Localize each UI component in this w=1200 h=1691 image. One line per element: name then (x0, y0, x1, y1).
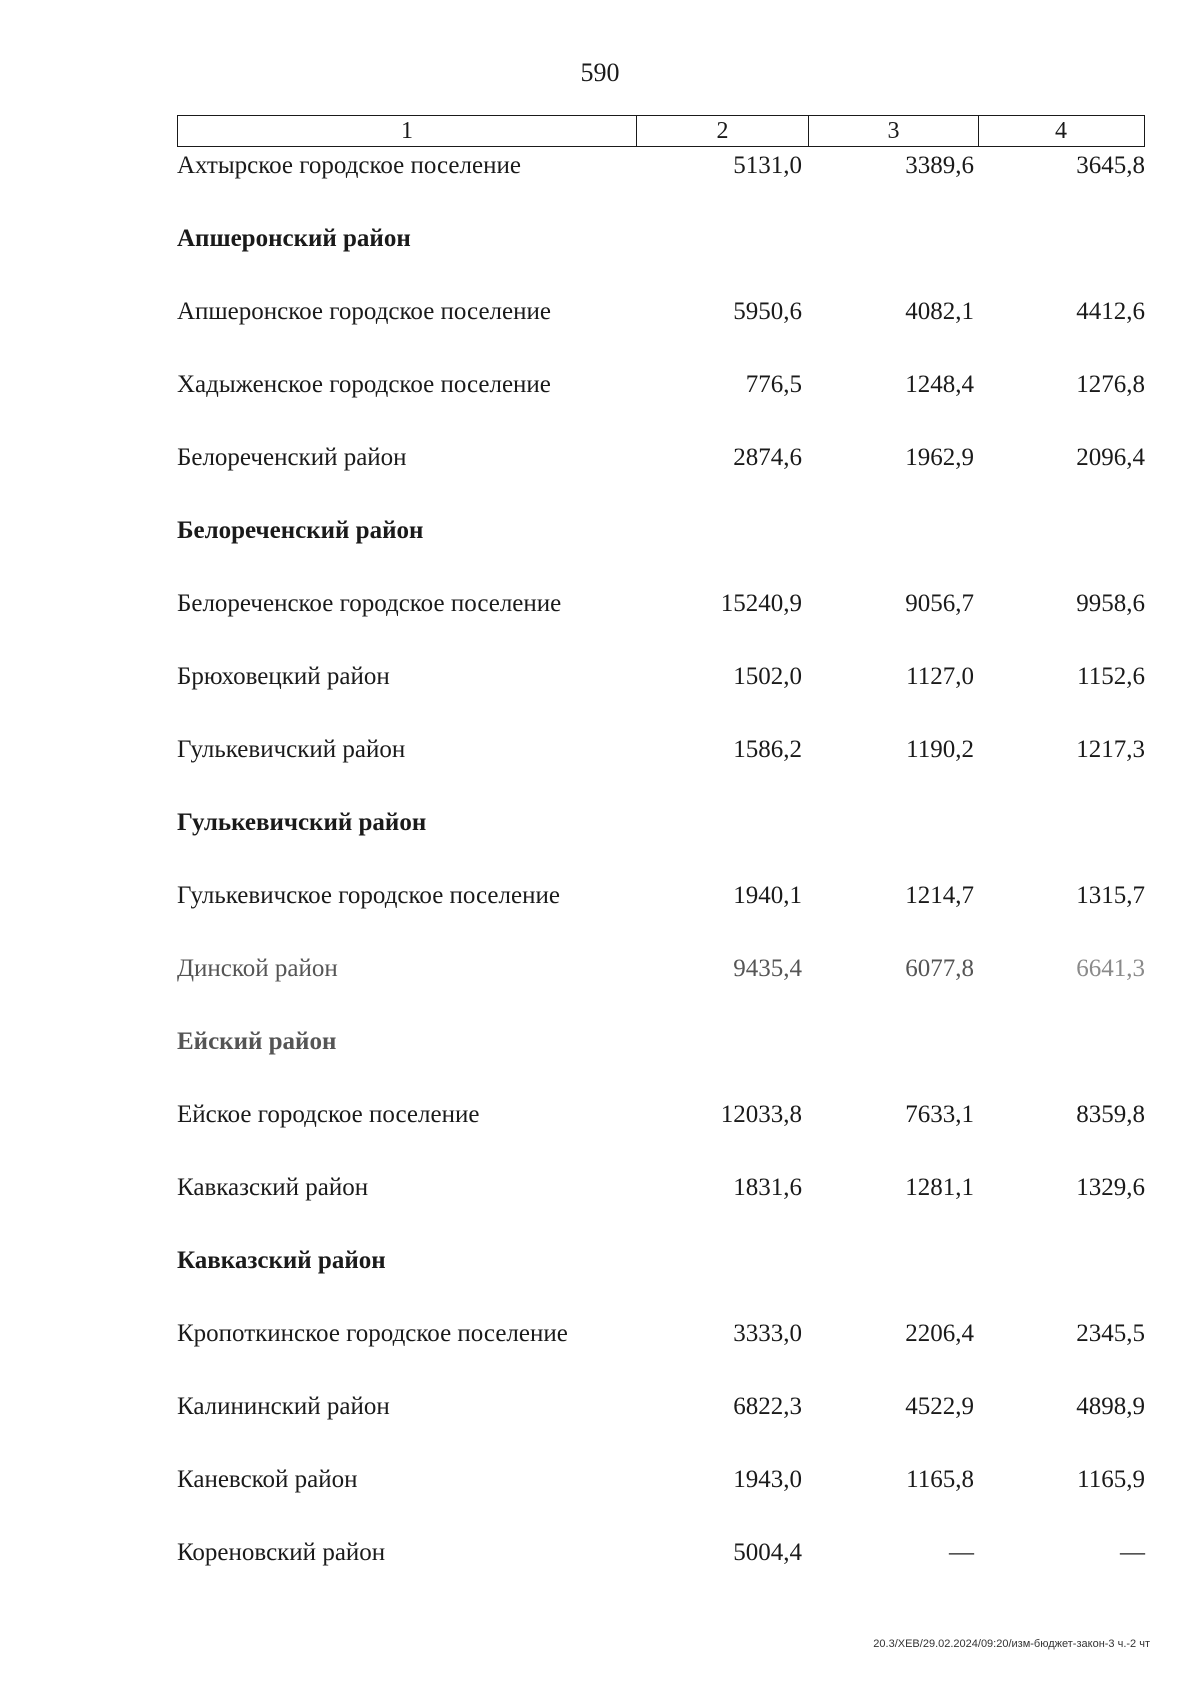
value-col-3: 2206,4 (905, 1320, 974, 1347)
value-col-3: 1190,2 (906, 736, 974, 763)
value-col-3: 3389,6 (905, 152, 974, 179)
section-heading-row (0, 804, 1200, 877)
value-col-4: 2345,5 (1076, 1320, 1145, 1347)
value-col-4: 1217,3 (1076, 736, 1145, 763)
value-col-4: 4412,6 (1076, 298, 1145, 325)
value-col-4: 4898,9 (1076, 1393, 1145, 1420)
value-col-4: 9958,6 (1076, 590, 1145, 617)
value-col-3: 4082,1 (905, 298, 974, 325)
row-label: Ахтырское городское поселение (177, 152, 521, 179)
value-col-4: 1152,6 (1077, 663, 1145, 690)
value-col-3: 9056,7 (905, 590, 974, 617)
value-col-3: 1281,1 (905, 1174, 974, 1201)
row-label: Гулькевичское городское поселение (177, 882, 560, 909)
row-label: Динской район (177, 955, 338, 982)
table-row (0, 1169, 1200, 1242)
table-row (0, 731, 1200, 804)
row-label: Апшеронское городское поселение (177, 298, 551, 325)
value-col-2: 1831,6 (733, 1174, 802, 1201)
row-label: Кропоткинское городское поселение (177, 1320, 568, 1347)
table-row (0, 1388, 1200, 1461)
value-col-2: 776,5 (745, 371, 802, 398)
value-col-4: 1315,7 (1076, 882, 1145, 909)
value-col-4: 1165,9 (1077, 1466, 1145, 1493)
district-heading: Белореченский район (177, 517, 424, 544)
section-heading-row (0, 1242, 1200, 1315)
row-label: Хадыженское городское поселение (177, 371, 551, 398)
row-label: Брюховецкий район (177, 663, 390, 690)
value-col-2: 6822,3 (733, 1393, 802, 1420)
value-col-4: 1276,8 (1076, 371, 1145, 398)
page-number: 590 (580, 58, 620, 87)
value-col-3: 1214,7 (905, 882, 974, 909)
table-row (0, 877, 1200, 950)
value-col-4: 3645,8 (1076, 152, 1145, 179)
value-col-2: 12033,8 (720, 1101, 802, 1128)
header-col-3: 3 (808, 116, 978, 146)
table-body (0, 147, 1200, 1607)
table-row (0, 585, 1200, 658)
value-col-2: 3333,0 (733, 1320, 802, 1347)
district-heading: Кавказский район (177, 1247, 386, 1274)
section-heading-row (0, 512, 1200, 585)
value-col-2: 1502,0 (733, 663, 802, 690)
table-row (0, 147, 1200, 220)
value-col-2: 15240,9 (720, 590, 802, 617)
row-label: Гулькевичский район (177, 736, 406, 763)
district-heading: Апшеронский район (177, 225, 411, 252)
table-row (0, 658, 1200, 731)
section-heading-row (0, 1023, 1200, 1096)
table-row (0, 1315, 1200, 1388)
value-col-4: — (1120, 1539, 1145, 1566)
document-footer-code: 20.3/XEB/29.02.2024/09:20/изм-бюджет-закон-3 ч.-2 чт (873, 1638, 1150, 1650)
table-row (0, 1461, 1200, 1534)
value-col-2: 5131,0 (733, 152, 802, 179)
district-heading: Ейский район (177, 1028, 337, 1055)
value-col-2: 5950,6 (733, 298, 802, 325)
value-col-2: 1940,1 (733, 882, 802, 909)
table-row (0, 950, 1200, 1023)
value-col-4: 1329,6 (1076, 1174, 1145, 1201)
row-label: Каневской район (177, 1466, 358, 1493)
value-col-3: — (949, 1539, 974, 1566)
district-heading: Гулькевичский район (177, 809, 427, 836)
table-row (0, 293, 1200, 366)
value-col-3: 1962,9 (905, 444, 974, 471)
value-col-3: 6077,8 (905, 955, 974, 982)
value-col-2: 2874,6 (733, 444, 802, 471)
value-col-2: 1586,2 (733, 736, 802, 763)
header-col-4: 4 (978, 116, 1143, 146)
row-label: Белореченское городское поселение (177, 590, 562, 617)
value-col-2: 9435,4 (733, 955, 802, 982)
value-col-2: 5004,4 (733, 1539, 802, 1566)
table-row (0, 1096, 1200, 1169)
header-col-2: 2 (636, 116, 808, 146)
row-label: Ейское городское поселение (177, 1101, 480, 1128)
table-row (0, 1534, 1200, 1607)
header-col-1: 1 (401, 118, 413, 144)
row-label: Кореновский район (177, 1539, 386, 1566)
value-col-4: 6641,3 (1076, 955, 1145, 982)
value-col-3: 7633,1 (905, 1101, 974, 1128)
row-label: Кавказский район (177, 1174, 369, 1201)
row-label: Калининский район (177, 1393, 390, 1420)
table-header (177, 115, 1145, 147)
value-col-2: 1943,0 (733, 1466, 802, 1493)
value-col-4: 2096,4 (1076, 444, 1145, 471)
table-row (0, 439, 1200, 512)
value-col-3: 1127,0 (906, 663, 974, 690)
row-label: Белореченский район (177, 444, 407, 471)
section-heading-row (0, 220, 1200, 293)
value-col-3: 4522,9 (905, 1393, 974, 1420)
value-col-4: 8359,8 (1076, 1101, 1145, 1128)
value-col-3: 1248,4 (905, 371, 974, 398)
value-col-3: 1165,8 (906, 1466, 974, 1493)
table-row (0, 366, 1200, 439)
